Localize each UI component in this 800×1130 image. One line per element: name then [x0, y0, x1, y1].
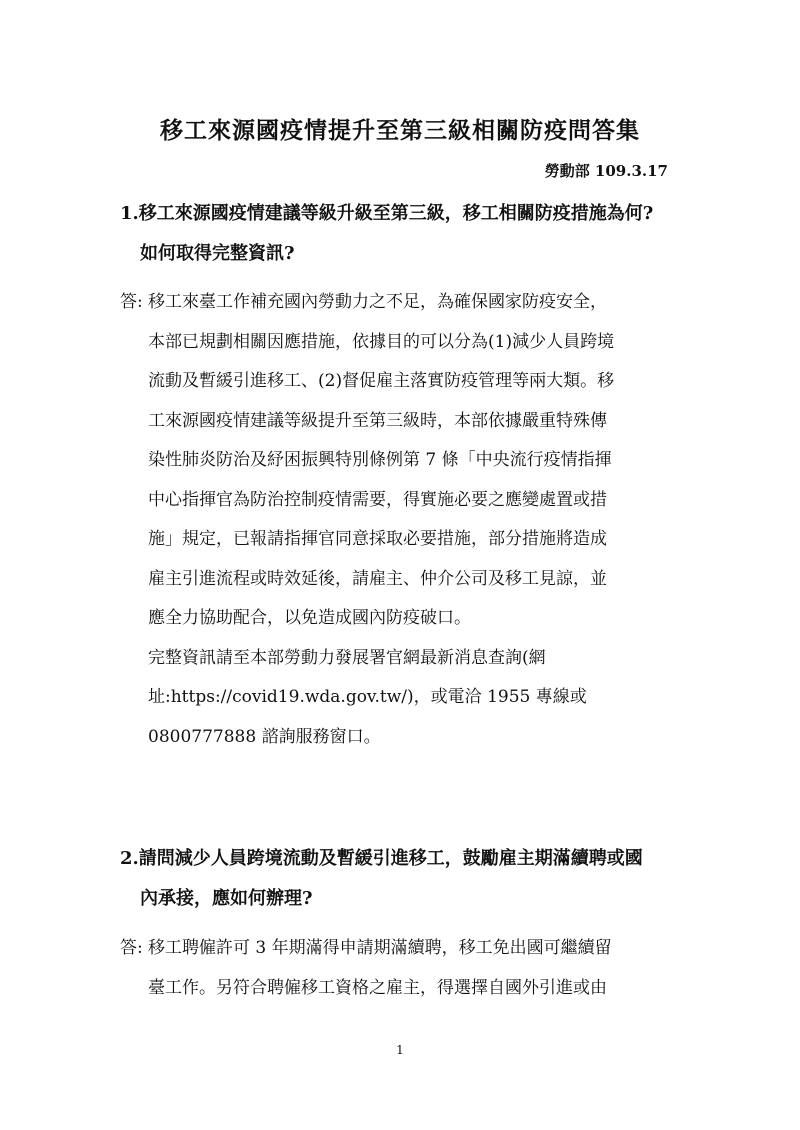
- answer-2-line: 移工聘僱許可 3 年期滿得申請期滿續聘，移工免出國可繼續留: [148, 938, 612, 958]
- answer-1-line: 應全力協助配合，以免造成國內防疫破口。: [148, 608, 471, 628]
- answer-2: [120, 929, 675, 1008]
- question-2: [120, 839, 680, 919]
- answer-1-line: 流動及暫緩引進移工、(2)督促雇主落實防疫管理等兩大類。移: [148, 371, 615, 391]
- document-date: 勞動部 109.3.17: [544, 162, 668, 180]
- page-number: 1: [396, 1043, 404, 1057]
- answer-1-prefix: 答:: [120, 292, 143, 312]
- answer-2-body: [148, 929, 675, 1008]
- answer-1-line: 染性肺炎防治及紓困振興特別條例第 7 條「中央流行疫情指揮: [148, 450, 612, 470]
- question-2-line-1: 2.請問減少人員跨境流動及暫緩引進移工，鼓勵雇主期滿續聘或國: [120, 848, 643, 869]
- question-2-line-2: 內承接，應如何辦理?: [140, 888, 313, 909]
- answer-1-line: 工來源國疫情建議等級提升至第三級時，本部依據嚴重特殊傳: [148, 410, 607, 431]
- answer-1-info-line: 址:https://covid19.wda.gov.tw/)，或電洽 1955 專線或: [148, 687, 587, 707]
- answer-1-line: 中心指揮官為防治控制疫情需要，得實施必要之應變處置或措: [148, 489, 607, 510]
- document-title: 移工來源國疫情提升至第三級相關防疫問答集: [160, 117, 640, 144]
- question-1: [120, 194, 680, 274]
- answer-2-line: 臺工作。另符合聘僱移工資格之雇主，得選擇自國外引進或由: [148, 977, 607, 998]
- answer-1-info-line: 完整資訊請至本部勞動力發展署官網最新消息查詢(網: [148, 647, 546, 668]
- answer-1-body: [148, 283, 675, 757]
- answer-1-info-line: 0800777888 諮詢服務窗口。: [148, 726, 381, 747]
- question-1-line-1: 1.移工來源國疫情建議等級升級至第三級，移工相關防疫措施為何?: [120, 203, 654, 224]
- answer-1-line: 本部已規劃相關因應措施，依據目的可以分為(1)減少人員跨境: [148, 331, 615, 352]
- answer-1: [120, 283, 675, 757]
- answer-1-line: 施」規定，已報請指揮官同意採取必要措施，部分措施將造成: [148, 529, 607, 549]
- question-1-line-2: 如何取得完整資訊?: [140, 243, 295, 264]
- answer-2-prefix: 答:: [120, 938, 143, 958]
- answer-1-line: 雇主引進流程或時效延後，請雇主、仲介公司及移工見諒，並: [148, 568, 607, 589]
- answer-1-line: 移工來臺工作補充國內勞動力之不足，為確保國家防疫安全，: [148, 292, 607, 312]
